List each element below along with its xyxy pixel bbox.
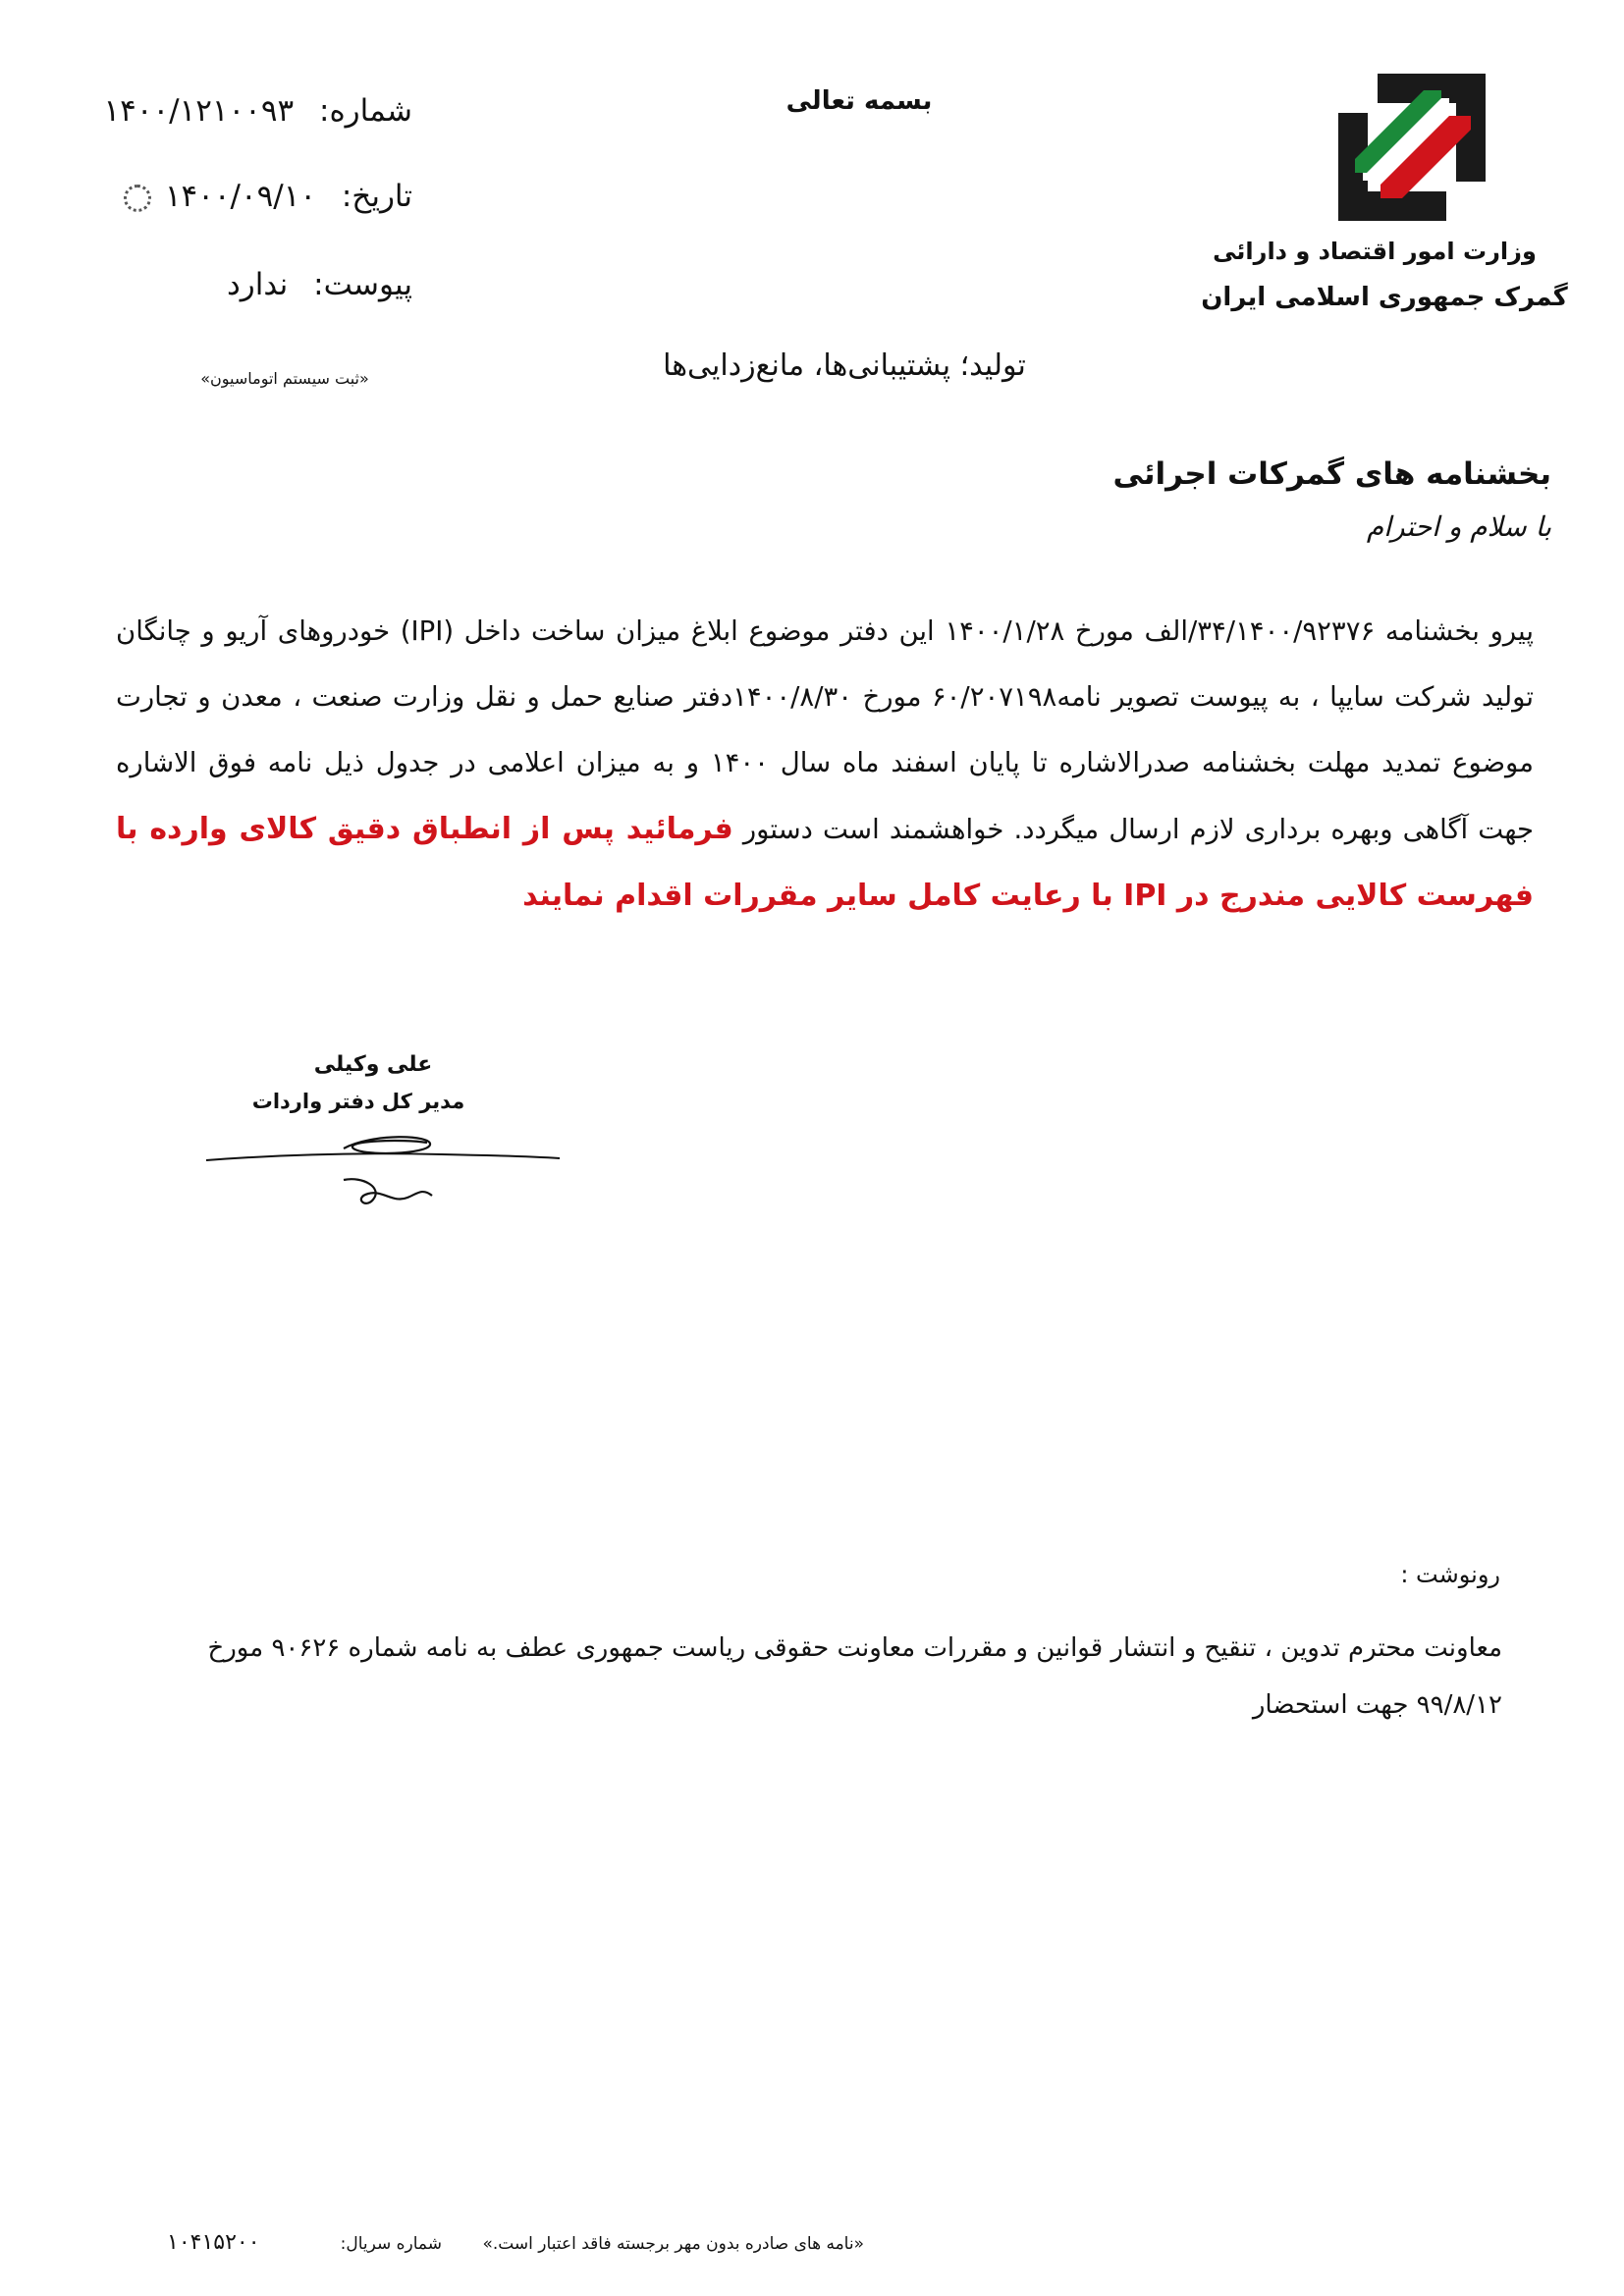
body-highlight: فرمائید پس از انطباق دقیق کالای وارده با فهرست کالایی مندرج در IPI با رعایت کامل سایر مقررات اقدام نمایند	[116, 812, 1534, 913]
year-slogan: تولید؛ پشتیبانی‌ها، مانع‌زدایی‌ها	[663, 348, 1026, 383]
customs-logo-icon	[1333, 69, 1490, 226]
serial-label: شماره سریال:	[340, 2234, 442, 2254]
attachment-label: پیوست:	[313, 267, 412, 302]
number-value: ۱۴۰۰/۱۲۱۰۰۹۳	[103, 93, 295, 129]
date-value: ۱۴۰۰/۰۹/۱۰	[164, 179, 316, 214]
signatory-position: مدیر کل دفتر واردات	[251, 1090, 465, 1113]
greeting: با سلام و احترام	[1366, 510, 1551, 543]
footer-validity-note: «نامه های صادره بدون مهر برجسته فاقد اعتبار است.»	[482, 2234, 864, 2254]
date-label: تاریخ:	[341, 179, 412, 214]
signatory-name: علی وکیلی	[313, 1052, 433, 1077]
serial-value: ۱۰۴۱۵۲۰۰	[167, 2230, 260, 2255]
bismillah-heading: بسمه تعالی	[785, 86, 933, 116]
ministry-name: وزارت امور اقتصاد و دارائی	[1213, 238, 1537, 265]
organization-name: گمرک جمهوری اسلامی ایران	[1201, 283, 1568, 312]
letter-attachment	[59, 267, 412, 302]
number-label: شماره:	[319, 93, 412, 129]
attachment-value: ندارد	[226, 267, 289, 302]
handwritten-signature-icon	[196, 1119, 569, 1217]
letter-date	[59, 179, 412, 214]
letter-number	[59, 93, 412, 129]
seal-icon	[124, 185, 151, 212]
circular-title: بخشنامه های گمرکات اجرائی	[1112, 456, 1551, 492]
letter-body	[116, 599, 1534, 930]
automation-registration-note: «ثبت سیستم اتوماسیون»	[200, 369, 369, 388]
cc-label: رونوشت :	[1400, 1561, 1500, 1588]
cc-recipient: معاونت محترم تدوین ، تنقیح و انتشار قوانین و مقررات معاونت حقوقی ریاست جمهوری عطف به نامه شماره ۹۰۶۲۶ مورخ ۹۹/۸/۱۲ جهت استحضار	[207, 1633, 1502, 1720]
body-text: پیرو بخشنامه ۳۴/۱۴۰۰/۹۲۳۷۶/الف مورخ ۱۴۰۰/۱/۲۸ این دفتر موضوع ابلاغ میزان ساخت داخل (IPI) خودروهای آریو و چانگان تولید شرکت سایپا ، به پیوست تصویر نامه۶۰/۲۰۷۱۹۸ مورخ ۱۴۰۰/۸/۳۰دفتر صنایع حمل و نقل وزارت صنعت ، معدن و تجارت موضوع تمدید مهلت بخشنامه صدرالاشاره تا پایان اسفند ماه سال ۱۴۰۰ و به میزان اعلامی در جدول ذیل نامه فوق الاشاره جهت آگاهی وبهره برداری لازم ارسال میگردد. خواهشمند است دستور	[116, 615, 1535, 845]
